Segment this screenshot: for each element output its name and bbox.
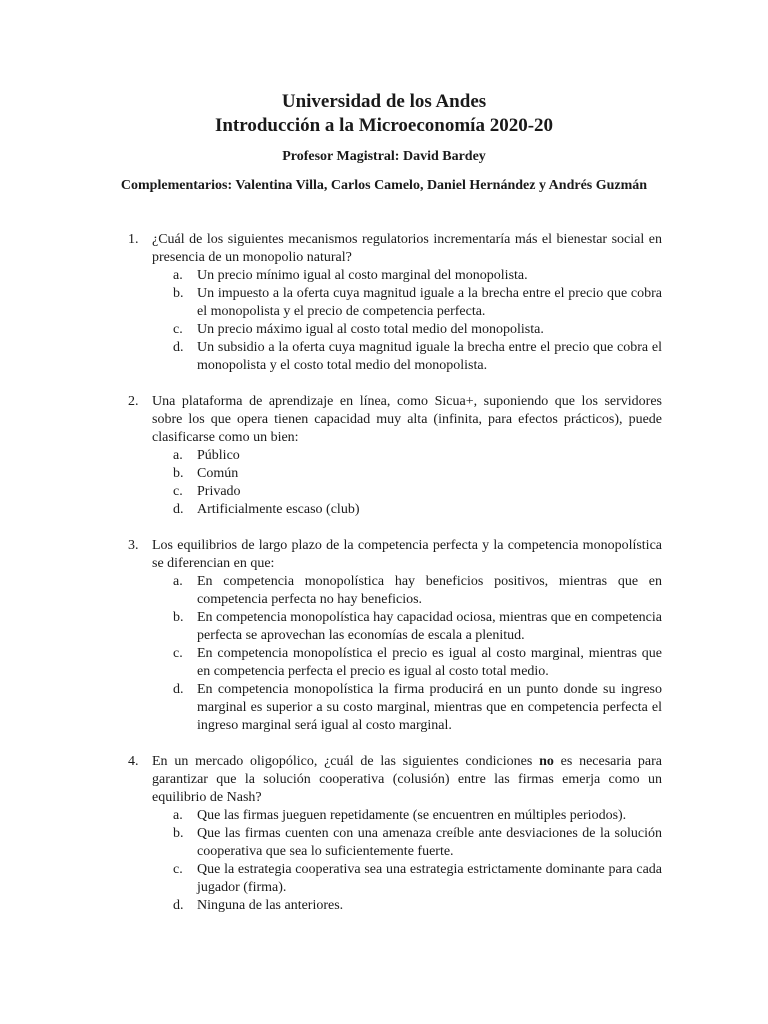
- option-c: [152, 861, 662, 897]
- option-letter: b.: [173, 466, 184, 481]
- option-list: [152, 267, 662, 375]
- option-letter: a.: [173, 574, 183, 589]
- option-d: [152, 681, 662, 735]
- document-header: [0, 90, 768, 195]
- option-letter: c.: [173, 484, 183, 499]
- option-text: Privado: [197, 484, 241, 499]
- question-list: [122, 231, 662, 933]
- option-c: [152, 321, 662, 339]
- question-text: ¿Cuál de los siguientes mecanismos regulatorios incrementaría más el bienestar social en presencia de un monopolio natural?: [152, 232, 662, 265]
- question-3: [122, 537, 662, 735]
- option-letter: d.: [173, 682, 184, 697]
- question-4: [122, 753, 662, 915]
- option-text: Artificialmente escaso (club): [197, 502, 360, 517]
- option-letter: a.: [173, 808, 183, 823]
- question-2: [122, 393, 662, 519]
- option-b: [152, 825, 662, 861]
- institution-title: Universidad de los Andes: [281, 91, 487, 112]
- option-text: Ninguna de las anteriores.: [197, 898, 344, 913]
- professor-line: Profesor Magistral: David Bardey: [282, 149, 486, 164]
- option-b: [152, 465, 662, 483]
- question-text: Una plataforma de aprendizaje en línea, como Sicua+, suponiendo que los servidores sobre los que opera tienen capacidad muy alta (infinita, para efectos prácticos), puede clasificarse como un bien:: [152, 394, 662, 445]
- option-text: Que las firmas cuenten con una amenaza creíble ante desviaciones de la solución cooperativa que sea lo suficientemente fuerte.: [197, 826, 662, 859]
- option-text: En competencia monopolística la firma producirá en un punto donde su ingreso marginal es superior a su costo marginal, mientras que en competencia perfecta el ingreso marginal será igual al costo marginal.: [197, 682, 662, 733]
- course-title: Introducción a la Microeconomía 2020-20: [214, 115, 554, 136]
- option-c: [152, 483, 662, 501]
- option-letter: c.: [173, 862, 183, 877]
- option-letter: c.: [173, 322, 183, 337]
- option-letter: d.: [173, 502, 184, 517]
- question-number: 4.: [128, 754, 139, 769]
- question-1: [122, 231, 662, 375]
- option-list: [152, 807, 662, 915]
- option-d: [152, 501, 662, 519]
- option-text: Que las firmas jueguen repetidamente (se encuentren en múltiples periodos).: [197, 808, 627, 823]
- question-text: [152, 753, 662, 807]
- option-b: [152, 285, 662, 321]
- option-text: Un subsidio a la oferta cuya magnitud iguale la brecha entre el precio que cobra el monopolista y el costo total medio del monopolista.: [197, 340, 662, 373]
- option-a: [152, 447, 662, 465]
- option-c: [152, 645, 662, 681]
- option-letter: b.: [173, 826, 184, 841]
- option-text: Un precio máximo igual al costo total medio del monopolista.: [197, 322, 544, 337]
- question-number: 1.: [128, 232, 139, 247]
- question-text: Los equilibrios de largo plazo de la competencia perfecta y la competencia monopolística se diferencian en que:: [152, 538, 662, 571]
- question-number: 3.: [128, 538, 139, 553]
- option-a: [152, 807, 662, 825]
- option-letter: b.: [173, 610, 184, 625]
- option-text: Público: [197, 448, 240, 463]
- option-letter: d.: [173, 340, 184, 355]
- option-text: Que la estrategia cooperativa sea una estrategia estrictamente dominante para cada jugador (firma).: [197, 862, 662, 895]
- option-letter: d.: [173, 898, 184, 913]
- option-letter: a.: [173, 448, 183, 463]
- option-letter: b.: [173, 286, 184, 301]
- option-letter: a.: [173, 268, 183, 283]
- option-text: En competencia monopolística hay beneficios positivos, mientras que en competencia perfecta no hay beneficios.: [197, 574, 662, 607]
- option-letter: c.: [173, 646, 183, 661]
- option-d: [152, 339, 662, 375]
- question-number: 2.: [128, 394, 139, 409]
- assistants-line: Complementarios: Valentina Villa, Carlos Camelo, Daniel Hernández y Andrés Guzmán: [120, 178, 648, 193]
- option-text: Común: [197, 466, 239, 481]
- question-text-after: es necesaria para garantizar que la solución cooperativa (colusión) entre las firmas emerja como un equilibrio de Nash?: [152, 754, 662, 805]
- option-text: Un impuesto a la oferta cuya magnitud iguale a la brecha entre el precio que cobra el monopolista y el precio de competencia perfecta.: [197, 286, 662, 319]
- option-list: [152, 447, 662, 519]
- option-a: [152, 573, 662, 609]
- question-text-before: En un mercado oligopólico, ¿cuál de las siguientes condiciones: [152, 754, 540, 769]
- option-text: En competencia monopolística hay capacidad ociosa, mientras que en competencia perfecta se aprovechan las economías de escala a plenitud.: [197, 610, 662, 643]
- option-a: [152, 267, 662, 285]
- option-list: [152, 573, 662, 735]
- option-d: [152, 897, 662, 915]
- option-text: Un precio mínimo igual al costo marginal del monopolista.: [197, 268, 528, 283]
- option-b: [152, 609, 662, 645]
- question-text-emphasis: no: [539, 754, 554, 769]
- option-text: En competencia monopolística el precio es igual al costo marginal, mientras que en competencia perfecta el precio es igual al costo total medio.: [197, 646, 662, 679]
